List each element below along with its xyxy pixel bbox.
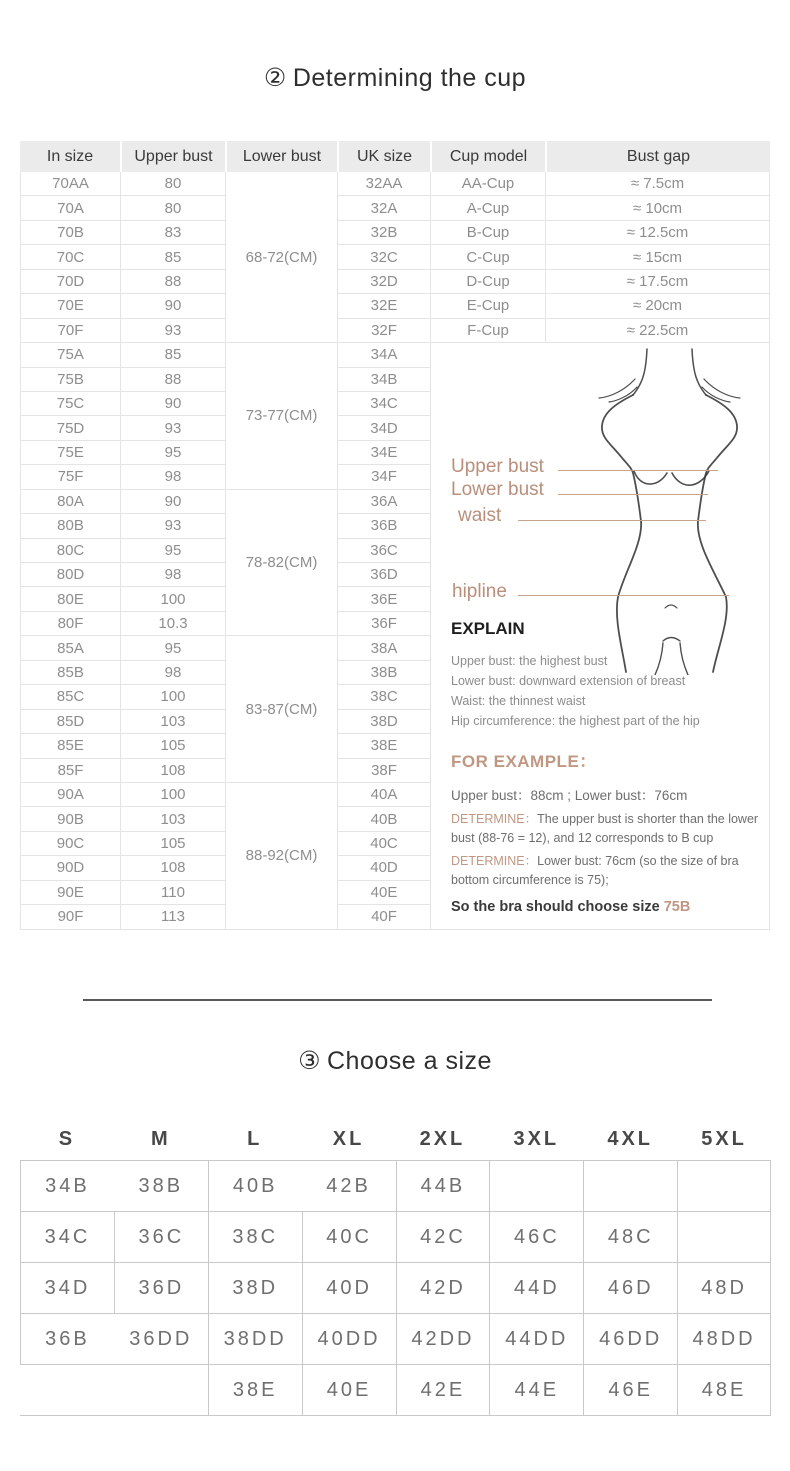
size-table-cell [114,1365,208,1416]
cell-upper-bust: 98 [120,661,225,685]
size-table-header: 3XL [513,1127,560,1150]
lower-bust-measure-line [558,494,708,495]
cell-in-size: 85B [20,661,120,685]
cell-lower-bust: 73-77(CM) [225,343,337,490]
cup-table-header: Upper bust [120,141,225,172]
cell-upper-bust: 100 [120,685,225,709]
choose-a-size-title-text: Choose a size [326,1047,492,1075]
cell-lower-bust: 83-87(CM) [225,636,337,783]
conclusion-text [451,899,769,915]
size-table-cell: 42D [396,1263,490,1314]
size-table-cell: 40E [302,1365,396,1416]
diagram-merged-cell [430,343,770,930]
choose-size-table [20,1118,771,1416]
cell-bust-gap: ≈ 10cm [545,196,770,220]
example-measurements: Upper bust：88cm ; Lower bust：76cm [451,788,688,804]
cell-cup-model: F-Cup [430,319,545,343]
cell-uk-size: 40F [337,905,430,929]
choose-a-size-title [0,1046,790,1076]
size-table-cell [583,1160,677,1212]
cell-upper-bust: 100 [120,783,225,807]
size-table-cell: 40B [208,1160,302,1212]
size-table-cell: 34D [20,1263,114,1314]
cell-cup-model: E-Cup [430,294,545,318]
cell-upper-bust: 95 [120,636,225,660]
size-table-cell: 42E [396,1365,490,1416]
explain-line: Upper bust: the highest bust [451,654,608,669]
size-table-cell: 34B [20,1160,114,1212]
size-table-cell: 44D [489,1263,583,1314]
size-table-header: 5XL [701,1127,747,1150]
cup-table-header: Lower bust [225,141,337,172]
cell-in-size: 75E [20,441,120,465]
determine-cup-body: The upper bust is shorter than the lower bust (88-76 = 12), and 12 corresponds to B cup [451,812,759,846]
cell-upper-bust: 105 [120,832,225,856]
cell-in-size: 75C [20,392,120,416]
cell-upper-bust: 85 [120,343,225,367]
cell-bust-gap: ≈ 17.5cm [545,270,770,294]
size-table-row [20,1314,771,1365]
cell-upper-bust: 93 [120,514,225,538]
size-table-header: L [247,1127,263,1150]
size-table-cell: 42DD [396,1314,490,1365]
cup-table-row [20,221,770,245]
size-table-cell [677,1160,771,1212]
size-table-cell: 38D [208,1263,302,1314]
size-table-cell: 40C [302,1212,396,1263]
cell-bust-gap: ≈ 15cm [545,245,770,269]
cell-uk-size: 34F [337,465,430,489]
cell-bust-gap: ≈ 20cm [545,294,770,318]
size-table-cell: 48DD [677,1314,771,1365]
size-table-cell: 36B [20,1314,114,1365]
cell-lower-bust: 68-72(CM) [225,172,337,343]
determine-label: DETERMINE： [451,812,538,827]
cell-in-size: 85F [20,759,120,783]
cell-in-size: 85E [20,734,120,758]
cell-uk-size: 34E [337,441,430,465]
size-table-cell: 38E [208,1365,302,1416]
size-table-cell: 46E [583,1365,677,1416]
size-table-header: 2XL [419,1127,466,1150]
cell-upper-bust: 95 [120,441,225,465]
cell-upper-bust: 98 [120,465,225,489]
size-table-header: M [150,1127,171,1150]
cell-uk-size: 36C [337,539,430,563]
size-table-cell: 36D [114,1263,208,1314]
size-table-cell: 46DD [583,1314,677,1365]
cell-upper-bust: 95 [120,539,225,563]
cell-uk-size: 40C [337,832,430,856]
size-table-header: XL [332,1127,365,1150]
cup-table-row [20,294,770,318]
explain-line: Lower bust: downward extension of breast [451,674,686,689]
cell-in-size: 80D [20,563,120,587]
cell-uk-size: 36A [337,490,430,514]
size-table-cell: 38C [208,1212,302,1263]
cell-upper-bust: 108 [120,759,225,783]
cell-cup-model: AA-Cup [430,172,545,196]
determine-band-text [451,852,769,890]
cell-upper-bust: 113 [120,905,225,929]
size-table-header-row [20,1118,771,1160]
size-table-header: 4XL [607,1127,654,1150]
cell-upper-bust: 90 [120,392,225,416]
cell-uk-size: 36B [337,514,430,538]
cell-in-size: 90E [20,881,120,905]
cell-upper-bust: 103 [120,807,225,831]
cell-upper-bust: 90 [120,490,225,514]
cell-uk-size: 38C [337,685,430,709]
size-table-row [20,1160,771,1212]
size-table-cell [20,1365,114,1416]
determining-the-cup-title-text: Determining the cup [292,64,527,92]
step-3-badge: ③ [298,1047,321,1075]
explain-block [451,619,769,915]
cup-table-row [20,270,770,294]
cell-in-size: 90B [20,807,120,831]
cell-upper-bust: 10.3 [120,612,225,636]
cell-in-size: 70B [20,221,120,245]
determine-cup-text [451,810,769,848]
cell-lower-bust: 78-82(CM) [225,490,337,637]
cell-upper-bust: 93 [120,319,225,343]
cup-table-header: UK size [337,141,430,172]
cell-upper-bust: 110 [120,881,225,905]
cell-bust-gap: ≈ 12.5cm [545,221,770,245]
determine-label: DETERMINE： [451,854,538,869]
cell-upper-bust: 88 [120,368,225,392]
upper-bust-measure-line [558,470,718,471]
cell-in-size: 75D [20,416,120,440]
size-table-cell: 36C [114,1212,208,1263]
cell-upper-bust: 88 [120,270,225,294]
cell-cup-model: B-Cup [430,221,545,245]
size-table-cell: 44DD [489,1314,583,1365]
cell-upper-bust: 85 [120,245,225,269]
cell-in-size: 80F [20,612,120,636]
cell-in-size: 90A [20,783,120,807]
size-table-cell: 42C [396,1212,490,1263]
cell-in-size: 75A [20,343,120,367]
cup-table-header-row [20,141,770,172]
determine-band-body: Lower bust: 76cm (so the size of bra bottom circumference is 75); [451,854,739,888]
explain-heading: EXPLAIN [451,619,525,639]
hipline-measure-line [518,595,729,596]
cup-size-table [20,141,770,930]
cell-in-size: 80C [20,539,120,563]
upper-bust-label: Upper bust [451,456,544,478]
cell-in-size: 75F [20,465,120,489]
for-example-heading: FOR EXAMPLE： [451,752,597,772]
cell-bust-gap: ≈ 7.5cm [545,172,770,196]
hipline-label: hipline [452,581,507,603]
cell-uk-size: 38A [337,636,430,660]
cell-upper-bust: 100 [120,587,225,611]
cell-in-size: 90F [20,905,120,929]
determining-the-cup-title [0,63,790,93]
cell-uk-size: 32D [337,270,430,294]
cell-in-size: 90D [20,856,120,880]
cell-in-size: 85D [20,710,120,734]
cell-uk-size: 38F [337,759,430,783]
cell-uk-size: 32C [337,245,430,269]
size-table-cell: 34C [20,1212,114,1263]
cell-cup-model: A-Cup [430,196,545,220]
size-table-row [20,1263,771,1314]
cell-uk-size: 36E [337,587,430,611]
cell-uk-size: 40E [337,881,430,905]
cell-in-size: 80B [20,514,120,538]
cell-in-size: 70E [20,294,120,318]
cell-upper-bust: 93 [120,416,225,440]
cell-in-size: 70A [20,196,120,220]
cell-upper-bust: 90 [120,294,225,318]
cell-uk-size: 40A [337,783,430,807]
lower-bust-label: Lower bust [451,479,544,501]
section-divider [83,999,712,1001]
conclusion-body: So the bra should choose size [451,899,660,916]
cell-uk-size: 38D [337,710,430,734]
cell-uk-size: 34B [337,368,430,392]
waist-label: waist [458,505,502,527]
cup-table-row [20,172,770,196]
cell-cup-model: C-Cup [430,245,545,269]
cell-bust-gap: ≈ 22.5cm [545,319,770,343]
cup-table-header: In size [20,141,120,172]
size-table-cell: 48D [677,1263,771,1314]
size-table-cell: 38B [114,1160,208,1212]
cell-uk-size: 32A [337,196,430,220]
cell-uk-size: 34A [337,343,430,367]
cell-uk-size: 38B [337,661,430,685]
cup-table-row [20,196,770,220]
cell-uk-size: 32E [337,294,430,318]
cup-table-row [20,319,770,343]
step-2-badge: ② [263,64,287,92]
size-table-cell: 48E [677,1365,771,1416]
cell-upper-bust: 103 [120,710,225,734]
size-table-cell: 44E [489,1365,583,1416]
cell-in-size: 85C [20,685,120,709]
measurement-diagram [431,343,771,916]
size-table-row [20,1365,771,1416]
cell-uk-size: 32B [337,221,430,245]
size-table-cell: 38DD [208,1314,302,1365]
cup-table-header: Bust gap [545,141,770,172]
recommended-size: 75B [663,899,691,916]
cell-upper-bust: 80 [120,172,225,196]
cell-in-size: 70D [20,270,120,294]
cell-in-size: 80E [20,587,120,611]
cell-uk-size: 34C [337,392,430,416]
cup-table-row [20,343,770,367]
size-table-cell [489,1160,583,1212]
size-table-cell: 42B [302,1160,396,1212]
size-table-cell: 40DD [302,1314,396,1365]
waist-measure-line [518,520,706,521]
size-table-header: S [58,1127,76,1150]
cell-uk-size: 36F [337,612,430,636]
cell-uk-size: 32F [337,319,430,343]
size-table-cell: 48C [583,1212,677,1263]
size-table-row [20,1212,771,1263]
cell-lower-bust: 88-92(CM) [225,783,337,930]
cell-in-size: 75B [20,368,120,392]
cell-upper-bust: 98 [120,563,225,587]
cup-table-row [20,245,770,269]
explain-line: Hip circumference: the highest part of the hip [451,714,700,729]
cell-uk-size: 36D [337,563,430,587]
cell-upper-bust: 80 [120,196,225,220]
size-table-cell: 40D [302,1263,396,1314]
size-table-cell [677,1212,771,1263]
cell-in-size: 85A [20,636,120,660]
size-table-cell: 36DD [114,1314,208,1365]
cell-uk-size: 40B [337,807,430,831]
size-table-cell: 44B [396,1160,490,1212]
cell-upper-bust: 83 [120,221,225,245]
cell-upper-bust: 105 [120,734,225,758]
cell-uk-size: 40D [337,856,430,880]
cell-uk-size: 34D [337,416,430,440]
cell-upper-bust: 108 [120,856,225,880]
cell-uk-size: 32AA [337,172,430,196]
cell-in-size: 70AA [20,172,120,196]
cell-in-size: 80A [20,490,120,514]
cell-in-size: 70F [20,319,120,343]
cell-cup-model: D-Cup [430,270,545,294]
size-table-cell: 46C [489,1212,583,1263]
cell-uk-size: 38E [337,734,430,758]
explain-line: Waist: the thinnest waist [451,694,586,709]
size-table-cell: 46D [583,1263,677,1314]
cell-in-size: 90C [20,832,120,856]
cup-table-header: Cup model [430,141,545,172]
cell-in-size: 70C [20,245,120,269]
